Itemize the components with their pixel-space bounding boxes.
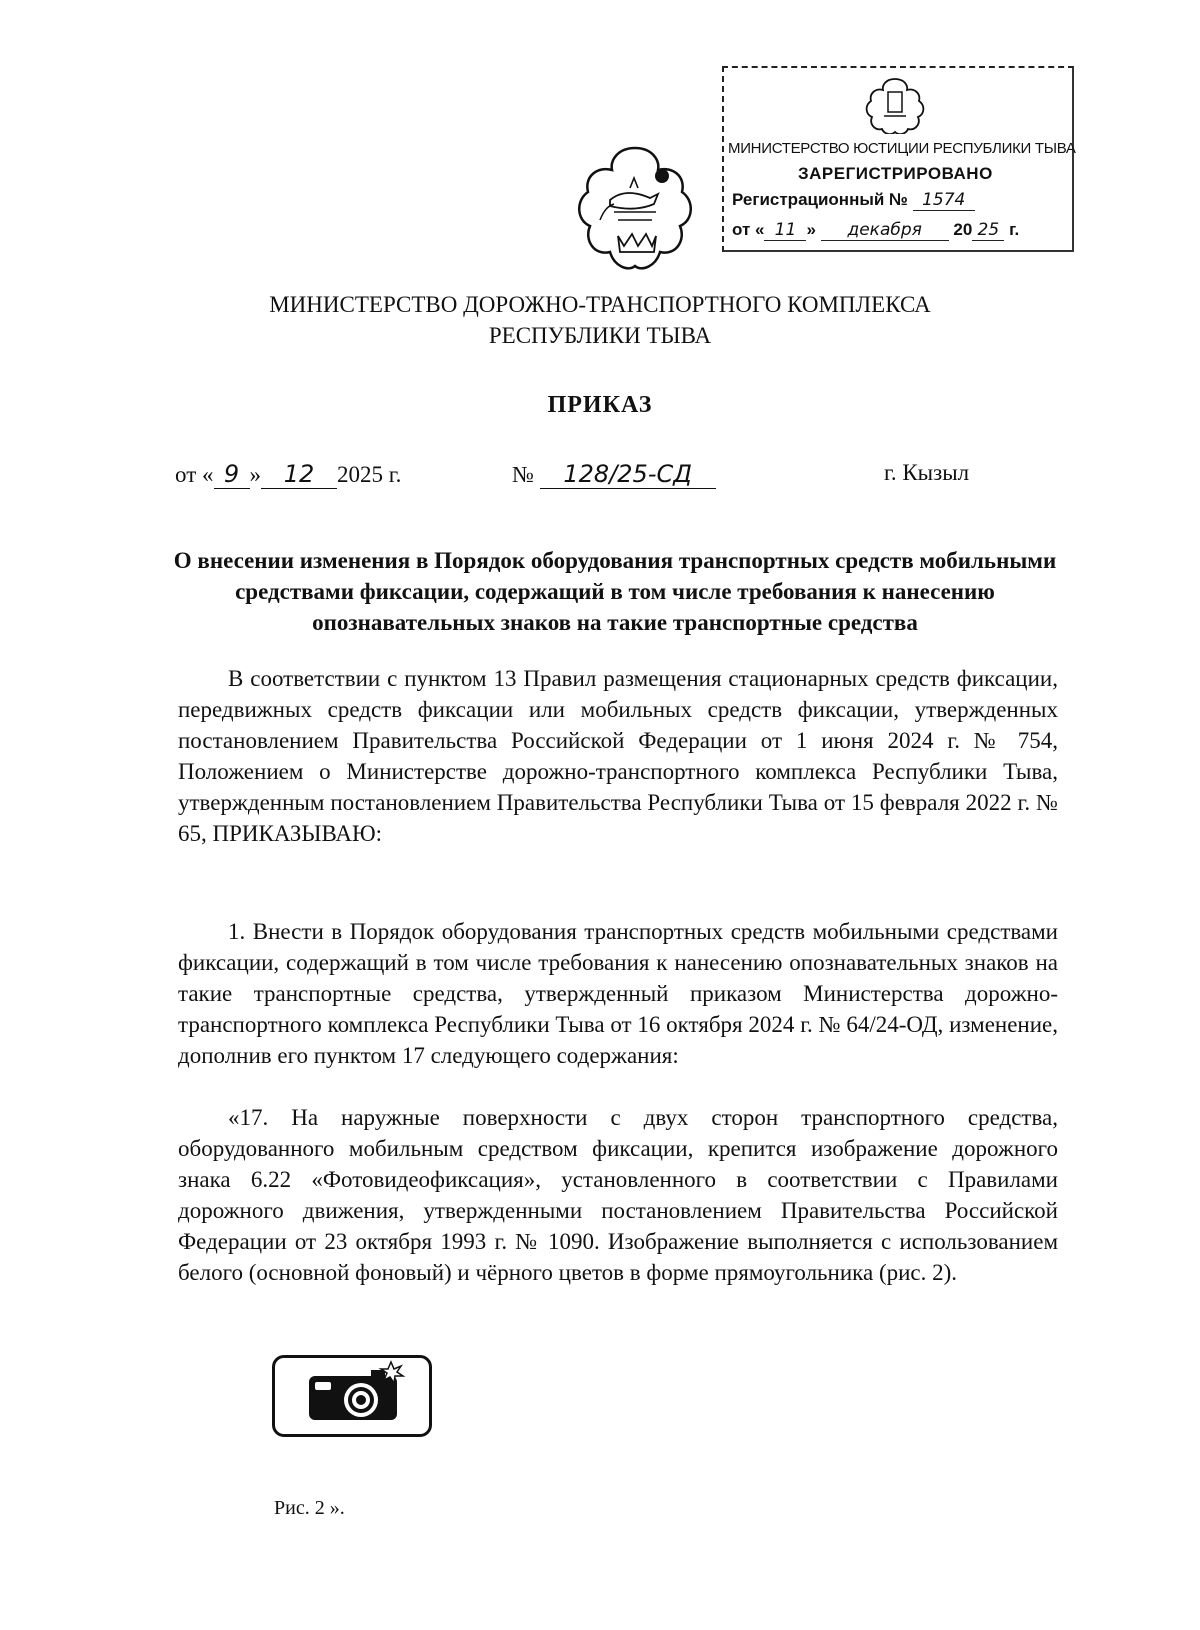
stamp-reg-number: 1574 xyxy=(913,190,975,211)
figure-caption: Рис. 2 ». xyxy=(274,1497,345,1519)
document-title: О внесении изменения в Порядок оборудования транспортных средств мобильными средствами фиксации, содержащий в том числе требования к нанесению опознавательных знаков на такие транспортные средства xyxy=(173,548,1057,635)
stamp-date-month: декабря xyxy=(821,220,949,241)
stamp-reg-label: Регистрационный № xyxy=(732,190,908,209)
order-date-month: 12 xyxy=(261,460,337,489)
stamp-date-year-prefix: 20 xyxy=(953,220,973,239)
body-paragraph-3-text: «17. На наружные поверхности с двух сторон транспортного средства, оборудованного мобильным средством фиксации, крепится изображение дорожного знака 6.22 «Фотовидеофиксация», установленного в соответствии с Правилами дорожного движения, утвержденными постановлением Правительства Российской Федерации от 23 октября 1993 г. № 1090. Изображение выполняется с использованием белого (основной фоновый) и чёрного цветов в форме прямоугольника (рис. 2). xyxy=(178,1105,1058,1285)
order-date-year: 2025 г. xyxy=(337,462,402,487)
road-sign-6-22 xyxy=(272,1355,432,1437)
order-number-value: 128/25-СД xyxy=(540,460,716,489)
stamp-date-prefix: от « xyxy=(732,220,765,239)
stamp-date-year-suffix: 25 xyxy=(972,220,1004,241)
stamp-ministry: МИНИСТЕРСТВО ЮСТИЦИИ РЕСПУБЛИКИ ТЫВА xyxy=(728,140,1076,157)
order-date-mid: » xyxy=(249,462,261,487)
registration-stamp xyxy=(722,66,1074,252)
stamp-date-end: г. xyxy=(1009,220,1020,239)
stamp-status: ЗАРЕГИСТРИРОВАНО xyxy=(798,164,993,183)
stamp-date-mid: » xyxy=(806,220,816,239)
body-paragraph-1 xyxy=(178,663,1058,849)
body-paragraph-1-text: В соответствии с пунктом 13 Правил размещения стационарных средств фиксации, передвижных средств фиксации или мобильных средств фиксации, утвержденных постановлением Правительства Российской Федерации от 1 июня 2024 г. № 754, Положением о Министерстве дорожно-транспортного комплекса Республики Тыва, утвержденным постановлением Правительства Республики Тыва от 15 февраля 2022 г. № 65, ПРИКАЗЫВАЮ: xyxy=(178,666,1058,846)
order-city: г. Кызыл xyxy=(884,460,970,485)
order-date-prefix: от « xyxy=(175,462,214,487)
stamp-date-row xyxy=(732,220,1019,241)
ministry-name-line2: РЕСПУБЛИКИ ТЫВА xyxy=(488,323,712,348)
ministry-name-line1: МИНИСТЕРСТВО ДОРОЖНО-ТРАНСПОРТНОГО КОМПЛЕКСА xyxy=(269,292,931,317)
stamp-seal-icon xyxy=(864,76,926,134)
order-date xyxy=(175,460,401,489)
order-number-label: № xyxy=(512,462,534,487)
stamp-reg-row xyxy=(732,190,975,211)
order-number xyxy=(512,460,716,489)
stamp-date-day: 11 xyxy=(764,220,806,241)
body-paragraph-2 xyxy=(178,916,1058,1071)
camera-sign-icon xyxy=(275,1358,429,1434)
order-date-day: 9 xyxy=(214,460,250,489)
document-type: ПРИКАЗ xyxy=(547,392,653,418)
body-paragraph-2-text: 1. Внести в Порядок оборудования транспортных средств мобильными средствами фиксации, содержащий в том числе требования к нанесению опознавательных знаков на такие транспортные средства, утвержденный приказом Министерства дорожно-транспортного комплекса Республики Тыва от 16 октября 2024 г. № 64/24-ОД, изменение, дополнив его пунктом 17 следующего содержания: xyxy=(178,919,1058,1068)
tuva-emblem xyxy=(570,140,700,280)
body-paragraph-3 xyxy=(178,1102,1058,1288)
